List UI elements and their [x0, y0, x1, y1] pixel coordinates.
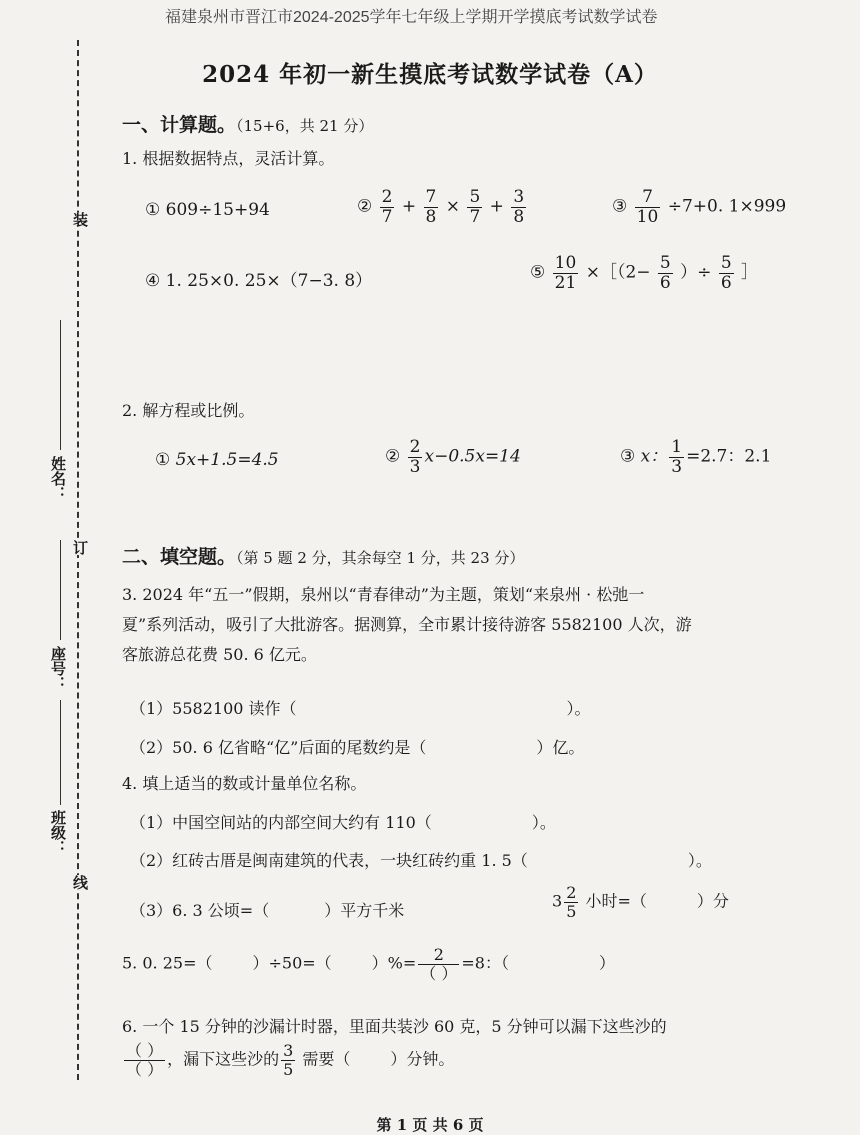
- margin-ding: 订: [71, 540, 89, 555]
- q6-line-2: $\frac{( )}{( )}$ ，漏下这些沙的 $\frac{3}{5}$ 需要（ ）分钟。: [126, 1041, 455, 1079]
- name-label: 姓名：: [49, 456, 67, 501]
- binding-dashed-line: [77, 40, 79, 1080]
- name-blank-line: [60, 320, 61, 450]
- seat-blank-line: [60, 540, 61, 640]
- q4-sub-3: （3）6. 3 公顷=（ ）平方千米: [130, 901, 405, 920]
- q6-stem: 6. 一个 15 分钟的沙漏计时器，里面共装沙 60 克，5 分钟可以漏下这些沙的: [122, 1017, 667, 1036]
- q3-sub-1: （1）5582100 读作（ ）。: [130, 699, 591, 718]
- q4-prompt: 4. 填上适当的数或计量单位名称。: [122, 774, 367, 793]
- margin-xian: 线: [71, 875, 89, 890]
- q1-item-3: ③ $\frac{7}{10}$ ÷7+0. 1×999: [612, 187, 787, 227]
- q4-sub-2: （2）红砖古厝是闽南建筑的代表，一块红砖约重 1. 5（ ）。: [130, 851, 712, 870]
- q2-item-1: ① 5x+1.5=4.5: [155, 450, 279, 470]
- q4-sub-3b: 3 $\frac{2}{5}$ 小时=（ ）分: [552, 883, 729, 921]
- section-1-heading: [122, 110, 373, 137]
- q1-item-4: ④ 1. 25×0. 25×（7−3. 8）: [145, 271, 373, 291]
- q3-stem: 3. 2024 年“五一”假期，泉州以“青春律动”为主题，策划“来泉州 · 松弛一 夏”系列活动，吸引了大批游客。据测算，全市累计接待游客 5582100 人次，游 客旅游总花费 50. 6 亿元。: [122, 585, 692, 664]
- seat-label: 座号：: [49, 646, 67, 691]
- section-1-title: 一、计算题。: [122, 114, 237, 136]
- section-1-points: （15+6，共 21 分）: [236, 117, 374, 135]
- q2-prompt: 2. 解方程或比例。: [122, 401, 255, 420]
- document-header: 福建泉州市晋江市2024-2025学年七年级上学期开学摸底考试数学试卷: [165, 9, 658, 26]
- q1-item-2: ② $\frac{2}{7}$ + $\frac{7}{8}$ × $\frac{5}{7}$ + $\frac{3}{8}$: [357, 187, 525, 227]
- q4-sub-1: （1）中国空间站的内部空间大约有 110（ ）。: [130, 813, 556, 832]
- q3-sub-2: （2）50. 6 亿省略“亿”后面的尾数约是（ ）亿。: [130, 738, 585, 757]
- q1-prompt: 1. 根据数据特点，灵活计算。: [122, 149, 335, 168]
- page-footer: 第 1 页 共 6 页: [376, 1116, 484, 1134]
- q2-item-2: ② $\frac{2}{3}$ x−0.5x=14: [385, 437, 521, 477]
- class-label: 班级：: [49, 810, 67, 855]
- q1-item-1: ① 609÷15+94: [145, 200, 270, 220]
- exam-title: 2024 年初一新生摸底考试数学试卷（A）: [202, 61, 658, 88]
- q5: 5. 0. 25=（ ）÷50=（ ）%= $\frac{2}{( )}$ =8：（ ）: [122, 945, 615, 983]
- section-2-heading: [122, 542, 524, 569]
- margin-zhuang: 装: [71, 212, 89, 227]
- class-blank-line: [60, 700, 61, 805]
- q2-item-3: ③ x： $\frac{1}{3}$ =2.7：2.1: [620, 437, 772, 477]
- section-2-title: 二、填空题。: [122, 546, 237, 568]
- section-2-points: （第 5 题 2 分，其余每空 1 分，共 23 分）: [236, 549, 525, 567]
- q1-item-5: ⑤ $\frac{10}{21}$ ×［（2− $\frac{5}{6}$ ）÷ $\frac{5}{6}$ ］: [530, 253, 759, 293]
